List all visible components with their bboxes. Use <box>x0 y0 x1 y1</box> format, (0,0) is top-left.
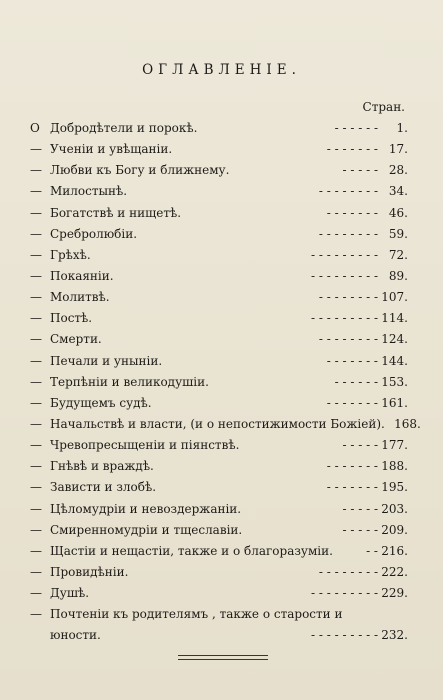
toc-entry-leader: - - - - - - - - <box>318 226 378 241</box>
toc-entry <box>30 351 408 372</box>
toc-entry <box>30 477 408 498</box>
toc-entry-title: Будущемъ судѣ. <box>50 395 152 410</box>
toc-entry-page: 72. <box>388 247 408 262</box>
toc-entry-lead: — <box>30 163 42 178</box>
toc-entry-title: Цѣломудріи и невоздержаніи. <box>50 501 242 516</box>
toc-entry-lead: — <box>30 247 42 262</box>
toc-entry-lead: — <box>30 607 42 622</box>
toc-entry <box>30 181 408 202</box>
toc-entry <box>30 224 408 245</box>
toc-entry <box>30 456 408 477</box>
toc-entry-title: Провидѣніи. <box>50 564 129 579</box>
toc-entry-leader: - - - - - - - <box>326 142 378 157</box>
toc-entry-lead: — <box>30 459 42 474</box>
toc-entry-page: 153. <box>381 374 408 389</box>
toc-entry-page: 107. <box>381 290 408 305</box>
toc-entry-leader: - - - - - <box>342 501 378 516</box>
toc-entry-line <box>30 139 408 160</box>
toc-entry-lead: — <box>30 142 42 157</box>
toc-entry-line <box>30 287 408 308</box>
toc-entry-leader: - - - - - - - - <box>318 290 378 305</box>
toc-entry-title: Добродѣтели и порокѣ. <box>50 121 198 135</box>
toc-entry-line <box>30 372 408 393</box>
toc-entry-line <box>30 393 408 414</box>
toc-entry-title: Сребролюбіи. <box>50 226 138 241</box>
toc-entry-title: Чревопресыщеніи и піянствѣ. <box>50 438 240 453</box>
toc-entry-title: Молитвѣ. <box>50 290 110 305</box>
toc-entry-page: 229. <box>381 586 408 601</box>
toc-entry <box>30 583 408 604</box>
toc-entry-lead: — <box>30 332 42 347</box>
toc-entry <box>30 393 408 414</box>
toc-entry-lead: — <box>30 290 42 305</box>
toc-entry-lead: — <box>30 543 42 558</box>
toc-entry-line <box>30 266 408 287</box>
toc-entry-page: 114. <box>381 311 408 326</box>
toc-entry-lead: — <box>30 184 42 199</box>
toc-entry <box>30 604 408 646</box>
toc-entry-title: Начальствѣ и власти, (и о непостижимости Божіей). <box>50 416 385 431</box>
page-column-header: Стран. <box>362 100 405 114</box>
toc-entry-line <box>30 435 408 456</box>
toc-entry <box>30 308 408 329</box>
toc-entry-title: Печали и уныніи. <box>50 353 163 368</box>
toc-entry-continuation-line <box>30 625 408 646</box>
toc-entry-leader: - - - - - - <box>334 374 378 389</box>
toc-entry-lead: — <box>30 374 42 389</box>
toc-entry-leader: - - - - - - - - <box>318 184 378 199</box>
toc-entry-page: 177. <box>381 438 408 453</box>
toc-entry-lead: — <box>30 226 42 241</box>
toc-entry-lead: О <box>30 121 40 135</box>
toc-entry-leader: - - - - - - - - - <box>310 628 378 643</box>
toc-entry <box>30 414 421 435</box>
toc-entry <box>30 372 408 393</box>
toc-entry-leader: - - - - - - - <box>326 205 378 220</box>
toc-entry-line <box>30 308 408 329</box>
toc-entry-page: 59. <box>388 226 408 241</box>
toc-entry-line <box>30 562 408 583</box>
toc-entry-leader: - - - - - - - - <box>318 564 378 579</box>
toc-entry-line <box>30 414 421 435</box>
toc-entry-lead: — <box>30 395 42 410</box>
toc-entry-title: Богатствѣ и нищетѣ. <box>50 205 182 220</box>
toc-entry-lead: — <box>30 522 42 537</box>
toc-entry-title: Смерти. <box>50 332 102 347</box>
toc-entry-title: Постѣ. <box>50 311 93 326</box>
toc-entry-page: 34. <box>388 184 408 199</box>
toc-entry-page: 222. <box>381 564 408 579</box>
toc-entry-line <box>30 520 408 541</box>
toc-entry-lead: — <box>30 586 42 601</box>
toc-entry-lead: — <box>30 205 42 220</box>
toc-entry <box>30 160 408 181</box>
toc-entry-leader: - - - - - - - - - <box>310 268 378 283</box>
toc-entry-leader: - - - - - - - <box>326 395 378 410</box>
toc-entry-line <box>30 583 408 604</box>
toc-entry <box>30 499 408 520</box>
toc-entry-line <box>30 224 408 245</box>
toc-entry-leader: - - - - - - - - - <box>310 586 378 601</box>
toc-entry-leader: - - - - - <box>342 163 378 178</box>
toc-entry-lead: — <box>30 311 42 326</box>
toc-entry-title: Гнѣвѣ и враждѣ. <box>50 459 154 474</box>
toc-entry-title: Зависти и злобѣ. <box>50 480 157 495</box>
toc-entry-title: Ученіи и увѣщаніи. <box>50 142 173 157</box>
toc-entry-lead: — <box>30 353 42 368</box>
toc-entry-page: 17. <box>388 142 408 157</box>
toc-entry <box>30 435 408 456</box>
toc-entry-page: 168. <box>394 416 421 431</box>
toc-entry-lead: — <box>30 480 42 495</box>
toc-entry-lead: — <box>30 564 42 579</box>
toc-entry-leader: - - - - - <box>342 438 378 453</box>
toc-entry-leader: - - - - - <box>342 522 378 537</box>
toc-entry-line <box>30 604 408 625</box>
table-of-contents <box>30 118 421 647</box>
toc-entry-line <box>30 351 408 372</box>
toc-entry-page: 46. <box>388 205 408 220</box>
toc-entry <box>30 245 408 266</box>
toc-entry-page: 232. <box>381 628 408 643</box>
toc-entry-leader: - - - - - - - <box>326 480 378 495</box>
toc-entry-page: 124. <box>381 332 408 347</box>
toc-entry <box>30 329 408 350</box>
toc-entry <box>30 287 408 308</box>
toc-entry-leader: - - - - - - - - <box>318 332 378 347</box>
toc-entry-title: Смиренномудріи и тщеславіи. <box>50 522 243 537</box>
toc-entry <box>30 118 408 139</box>
toc-entry-lead: — <box>30 438 42 453</box>
toc-entry-line <box>30 329 408 350</box>
toc-entry-title: Почтеніи къ родителямъ , также о старости и <box>50 607 343 622</box>
toc-entry-page: 144. <box>381 353 408 368</box>
toc-entry-line <box>30 456 408 477</box>
toc-entry-page: 89. <box>388 268 408 283</box>
toc-entry-lead: — <box>30 416 42 431</box>
toc-entry-leader: - - - - - - - - - <box>310 311 378 326</box>
toc-entry-leader: - - <box>366 543 378 558</box>
toc-entry-title: Терпѣніи и великодушіи. <box>50 374 209 389</box>
toc-entry <box>30 541 408 562</box>
toc-entry-line <box>30 245 408 266</box>
toc-entry-leader: - - - - - - - <box>326 459 378 474</box>
toc-entry-line <box>30 203 408 224</box>
toc-entry-leader: - - - - - - - - - <box>310 247 378 262</box>
toc-entry-line <box>30 160 408 181</box>
toc-entry-line <box>30 541 408 562</box>
toc-entry-page: 161. <box>381 395 408 410</box>
toc-entry-page: 195. <box>381 480 408 495</box>
toc-entry-page: 28. <box>388 163 408 178</box>
toc-entry-title: Покаяніи. <box>50 268 114 283</box>
toc-entry-lead: — <box>30 501 42 516</box>
toc-entry-page: 1. <box>396 121 408 135</box>
toc-entry-leader: - - - - - - <box>334 121 378 135</box>
toc-entry-line <box>30 499 408 520</box>
toc-entry-page: 203. <box>381 501 408 516</box>
toc-entry <box>30 520 408 541</box>
toc-entry <box>30 266 408 287</box>
toc-entry-title: Душѣ. <box>50 586 90 601</box>
toc-entry-line <box>30 477 408 498</box>
toc-entry-leader: - - - - - - - <box>326 353 378 368</box>
page-title: ОГЛАВЛЕНІЕ. <box>142 62 301 78</box>
toc-entry-title: Щастіи и нещастіи, также и о благоразуміи. <box>50 543 333 558</box>
toc-entry-title: Милостынѣ. <box>50 184 128 199</box>
toc-entry <box>30 203 408 224</box>
toc-entry-line <box>30 181 408 202</box>
toc-entry-line <box>30 118 408 139</box>
closing-divider <box>178 655 268 660</box>
toc-entry-page: 188. <box>381 459 408 474</box>
toc-entry <box>30 562 408 583</box>
toc-entry-page: 216. <box>381 543 408 558</box>
toc-entry-page: 209. <box>381 522 408 537</box>
toc-entry-lead: — <box>30 268 42 283</box>
toc-entry-title: Грѣхѣ. <box>50 247 91 262</box>
toc-entry-title: Любви къ Богу и ближнему. <box>50 163 230 178</box>
toc-entry <box>30 139 408 160</box>
toc-entry-continuation: юности. <box>50 628 101 643</box>
